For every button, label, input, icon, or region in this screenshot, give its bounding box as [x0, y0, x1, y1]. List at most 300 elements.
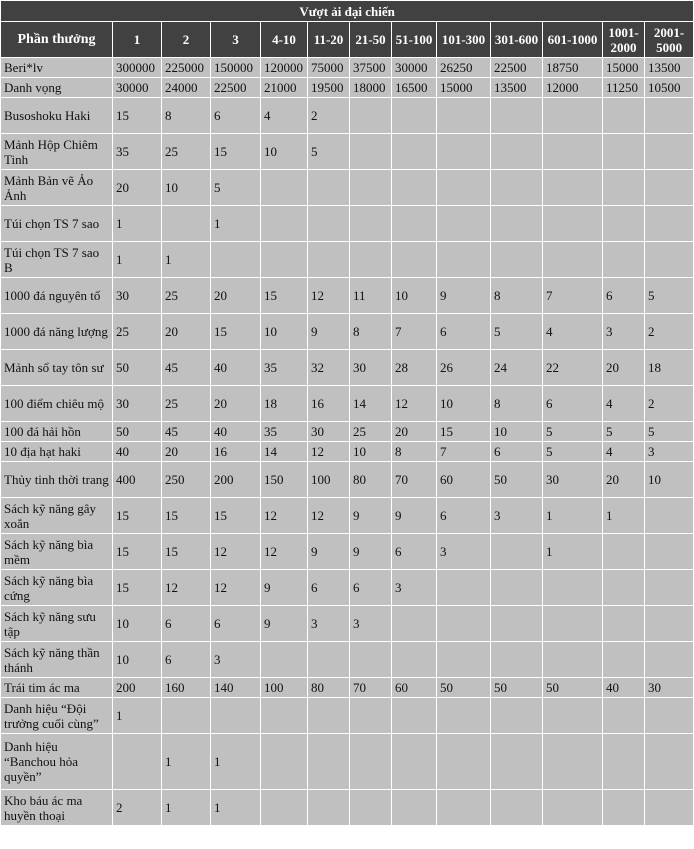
reward-amount-cell: 5	[308, 134, 350, 170]
reward-amount-cell	[308, 242, 350, 278]
reward-amount-cell	[350, 98, 392, 134]
reward-name-cell: Danh hiệu “Đội trưởng cuối cùng”	[1, 698, 113, 734]
reward-amount-cell	[261, 698, 308, 734]
reward-amount-cell: 50	[113, 422, 162, 442]
reward-amount-cell: 1	[603, 498, 645, 534]
reward-name-cell: Beri*lv	[1, 58, 113, 78]
reward-name-cell: Busoshoku Haki	[1, 98, 113, 134]
reward-amount-cell: 100	[261, 678, 308, 698]
reward-amount-cell: 3	[211, 642, 261, 678]
reward-amount-cell: 12	[308, 278, 350, 314]
reward-amount-cell: 8	[491, 386, 543, 422]
table-row	[1, 498, 694, 534]
reward-amount-cell: 1	[211, 206, 261, 242]
reward-amount-cell	[437, 98, 491, 134]
reward-amount-cell	[491, 570, 543, 606]
reward-amount-cell: 40	[211, 350, 261, 386]
reward-amount-cell	[491, 170, 543, 206]
table-row	[1, 98, 694, 134]
reward-amount-cell: 6	[350, 570, 392, 606]
reward-amount-cell: 11	[350, 278, 392, 314]
table-row	[1, 534, 694, 570]
reward-amount-cell: 1	[113, 698, 162, 734]
reward-amount-cell: 25	[162, 134, 211, 170]
reward-amount-cell: 22500	[211, 78, 261, 98]
reward-amount-cell	[308, 790, 350, 826]
reward-amount-cell: 3	[491, 498, 543, 534]
reward-amount-cell: 120000	[261, 58, 308, 78]
reward-amount-cell: 2	[645, 386, 694, 422]
reward-amount-cell: 10	[392, 278, 437, 314]
reward-amount-cell: 12	[261, 534, 308, 570]
reward-amount-cell	[392, 206, 437, 242]
reward-amount-cell	[491, 642, 543, 678]
reward-amount-cell: 30000	[392, 58, 437, 78]
table-row	[1, 170, 694, 206]
reward-amount-cell	[350, 206, 392, 242]
reward-amount-cell: 5	[603, 422, 645, 442]
reward-amount-cell: 15	[211, 314, 261, 350]
reward-amount-cell: 45	[162, 350, 211, 386]
reward-amount-cell: 100	[308, 462, 350, 498]
reward-amount-cell: 9	[350, 534, 392, 570]
reward-amount-cell	[603, 642, 645, 678]
table-title: Vượt ải đại chiến	[1, 1, 694, 22]
reward-amount-cell: 25	[113, 314, 162, 350]
reward-amount-cell	[162, 698, 211, 734]
reward-amount-cell: 6	[437, 498, 491, 534]
reward-amount-cell: 40	[603, 678, 645, 698]
reward-amount-cell	[392, 734, 437, 790]
reward-name-cell: 10 địa hạt haki	[1, 442, 113, 462]
reward-amount-cell	[437, 698, 491, 734]
reward-amount-cell: 1	[113, 242, 162, 278]
reward-amount-cell	[645, 570, 694, 606]
reward-amount-cell	[308, 734, 350, 790]
reward-amount-cell	[211, 698, 261, 734]
reward-amount-cell: 15	[162, 498, 211, 534]
reward-amount-cell	[392, 606, 437, 642]
reward-amount-cell	[350, 134, 392, 170]
reward-amount-cell	[491, 698, 543, 734]
reward-amount-cell	[543, 790, 603, 826]
reward-amount-cell: 1	[211, 734, 261, 790]
reward-amount-cell	[211, 242, 261, 278]
reward-amount-cell: 20	[603, 462, 645, 498]
reward-amount-cell: 5	[491, 314, 543, 350]
reward-amount-cell	[543, 134, 603, 170]
reward-amount-cell	[392, 242, 437, 278]
table-row	[1, 206, 694, 242]
reward-amount-cell	[437, 642, 491, 678]
reward-amount-cell: 1	[162, 790, 211, 826]
reward-amount-cell: 18750	[543, 58, 603, 78]
reward-amount-cell	[437, 134, 491, 170]
reward-amount-cell: 30	[113, 386, 162, 422]
reward-amount-cell: 6	[437, 314, 491, 350]
reward-name-cell: Sách kỹ năng bìa cứng	[1, 570, 113, 606]
column-header-rank: 11-20	[308, 22, 350, 58]
reward-amount-cell	[392, 98, 437, 134]
reward-amount-cell: 8	[491, 278, 543, 314]
reward-amount-cell: 30	[645, 678, 694, 698]
reward-amount-cell: 3	[645, 442, 694, 462]
reward-amount-cell: 15	[162, 534, 211, 570]
reward-amount-cell: 50	[491, 678, 543, 698]
reward-amount-cell	[308, 642, 350, 678]
reward-amount-cell: 12	[162, 570, 211, 606]
reward-amount-cell: 80	[308, 678, 350, 698]
reward-amount-cell: 10	[113, 606, 162, 642]
reward-name-cell: 1000 đá năng lượng	[1, 314, 113, 350]
reward-amount-cell: 15	[437, 422, 491, 442]
reward-name-cell: 100 điểm chiêu mộ	[1, 386, 113, 422]
reward-amount-cell: 7	[392, 314, 437, 350]
reward-amount-cell: 5	[211, 170, 261, 206]
reward-amount-cell	[491, 242, 543, 278]
reward-amount-cell	[645, 534, 694, 570]
reward-amount-cell: 12	[211, 534, 261, 570]
reward-amount-cell: 5	[543, 442, 603, 462]
reward-name-cell: Danh hiệu “Banchou hỏa quyền”	[1, 734, 113, 790]
table-row	[1, 242, 694, 278]
reward-amount-cell: 15	[261, 278, 308, 314]
reward-amount-cell: 35	[261, 422, 308, 442]
reward-amount-cell: 8	[392, 442, 437, 462]
reward-amount-cell	[491, 734, 543, 790]
column-header-rank: 2001-5000	[645, 22, 694, 58]
reward-amount-cell	[350, 734, 392, 790]
reward-amount-cell: 16	[211, 442, 261, 462]
table-row	[1, 350, 694, 386]
column-header-rank: 51-100	[392, 22, 437, 58]
reward-amount-cell: 6	[162, 606, 211, 642]
reward-amount-cell	[603, 698, 645, 734]
reward-amount-cell	[603, 570, 645, 606]
reward-amount-cell: 10	[491, 422, 543, 442]
reward-amount-cell: 9	[392, 498, 437, 534]
reward-amount-cell: 9	[261, 606, 308, 642]
reward-amount-cell: 4	[603, 442, 645, 462]
reward-amount-cell: 15000	[603, 58, 645, 78]
reward-amount-cell	[603, 98, 645, 134]
reward-amount-cell	[350, 242, 392, 278]
reward-amount-cell: 30	[308, 422, 350, 442]
reward-amount-cell	[543, 606, 603, 642]
table-row	[1, 570, 694, 606]
reward-amount-cell: 30000	[113, 78, 162, 98]
reward-amount-cell: 7	[543, 278, 603, 314]
reward-amount-cell: 22500	[491, 58, 543, 78]
reward-amount-cell	[113, 734, 162, 790]
reward-amount-cell: 9	[350, 498, 392, 534]
reward-amount-cell	[603, 206, 645, 242]
table-row	[1, 422, 694, 442]
reward-amount-cell	[491, 206, 543, 242]
reward-amount-cell: 10	[261, 134, 308, 170]
reward-amount-cell: 80	[350, 462, 392, 498]
reward-name-cell: Mảnh sổ tay tôn sư	[1, 350, 113, 386]
reward-amount-cell: 14	[350, 386, 392, 422]
reward-amount-cell	[261, 642, 308, 678]
reward-amount-cell: 5	[645, 278, 694, 314]
reward-amount-cell	[543, 570, 603, 606]
table-row	[1, 278, 694, 314]
reward-amount-cell	[437, 242, 491, 278]
reward-amount-cell: 10	[350, 442, 392, 462]
reward-name-cell: Mảnh Bản vẽ Ảo Ảnh	[1, 170, 113, 206]
reward-amount-cell	[491, 98, 543, 134]
table-row	[1, 462, 694, 498]
reward-amount-cell: 150000	[211, 58, 261, 78]
reward-amount-cell: 70	[350, 678, 392, 698]
reward-amount-cell: 26	[437, 350, 491, 386]
table-row	[1, 314, 694, 350]
reward-amount-cell	[261, 242, 308, 278]
reward-amount-cell	[350, 698, 392, 734]
reward-amount-cell: 400	[113, 462, 162, 498]
reward-amount-cell: 40	[113, 442, 162, 462]
reward-amount-cell	[603, 242, 645, 278]
table-row	[1, 58, 694, 78]
reward-amount-cell: 2	[113, 790, 162, 826]
reward-amount-cell: 50	[437, 678, 491, 698]
reward-name-cell: Sách kỹ năng sưu tập	[1, 606, 113, 642]
column-header-rank: 2	[162, 22, 211, 58]
reward-amount-cell: 200	[113, 678, 162, 698]
reward-amount-cell: 250	[162, 462, 211, 498]
reward-amount-cell: 6	[162, 642, 211, 678]
reward-amount-cell: 160	[162, 678, 211, 698]
reward-amount-cell: 3	[308, 606, 350, 642]
reward-amount-cell: 140	[211, 678, 261, 698]
reward-amount-cell: 4	[603, 386, 645, 422]
reward-name-cell: Sách kỹ năng bìa mềm	[1, 534, 113, 570]
reward-amount-cell	[645, 734, 694, 790]
reward-amount-cell: 3	[437, 534, 491, 570]
reward-amount-cell: 6	[392, 534, 437, 570]
reward-amount-cell: 21000	[261, 78, 308, 98]
reward-amount-cell: 50	[543, 678, 603, 698]
reward-amount-cell: 13500	[491, 78, 543, 98]
reward-amount-cell	[543, 642, 603, 678]
reward-amount-cell: 24	[491, 350, 543, 386]
reward-name-cell: Kho báu ác ma huyền thoại	[1, 790, 113, 826]
reward-amount-cell: 18	[645, 350, 694, 386]
reward-amount-cell	[308, 698, 350, 734]
reward-amount-cell: 9	[308, 314, 350, 350]
reward-amount-cell: 5	[645, 422, 694, 442]
reward-amount-cell: 2	[645, 314, 694, 350]
reward-amount-cell: 10	[162, 170, 211, 206]
reward-amount-cell	[437, 790, 491, 826]
reward-amount-cell: 24000	[162, 78, 211, 98]
reward-amount-cell: 20	[211, 278, 261, 314]
table-row	[1, 642, 694, 678]
table-row	[1, 606, 694, 642]
reward-amount-cell	[392, 170, 437, 206]
reward-amount-cell	[261, 790, 308, 826]
reward-amount-cell: 1	[162, 734, 211, 790]
reward-name-cell: Sách kỹ năng gây xoắn	[1, 498, 113, 534]
reward-amount-cell	[392, 698, 437, 734]
reward-amount-cell: 6	[603, 278, 645, 314]
reward-amount-cell: 6	[211, 98, 261, 134]
reward-amount-cell: 26250	[437, 58, 491, 78]
reward-amount-cell	[543, 98, 603, 134]
reward-amount-cell: 6	[308, 570, 350, 606]
table-row	[1, 78, 694, 98]
reward-amount-cell	[162, 206, 211, 242]
reward-amount-cell	[603, 134, 645, 170]
reward-amount-cell: 9	[437, 278, 491, 314]
reward-amount-cell: 9	[308, 534, 350, 570]
reward-amount-cell: 6	[543, 386, 603, 422]
column-header-rank: 301-600	[491, 22, 543, 58]
table-row	[1, 442, 694, 462]
reward-amount-cell: 12	[308, 498, 350, 534]
reward-amount-cell	[261, 734, 308, 790]
reward-amount-cell	[603, 606, 645, 642]
table-row	[1, 386, 694, 422]
reward-amount-cell: 15	[113, 570, 162, 606]
reward-amount-cell: 10500	[645, 78, 694, 98]
reward-amount-cell: 70	[392, 462, 437, 498]
reward-amount-cell: 15000	[437, 78, 491, 98]
reward-amount-cell: 1	[543, 498, 603, 534]
reward-amount-cell	[645, 498, 694, 534]
reward-amount-cell: 20	[603, 350, 645, 386]
column-header-rank: 1	[113, 22, 162, 58]
reward-amount-cell	[437, 206, 491, 242]
reward-amount-cell: 12000	[543, 78, 603, 98]
table-row	[1, 790, 694, 826]
reward-amount-cell: 37500	[350, 58, 392, 78]
reward-amount-cell	[392, 134, 437, 170]
reward-amount-cell: 225000	[162, 58, 211, 78]
reward-amount-cell: 35	[261, 350, 308, 386]
reward-name-cell: 100 đá hải hồn	[1, 422, 113, 442]
reward-name-cell: Trái tim ác ma	[1, 678, 113, 698]
reward-amount-cell: 11250	[603, 78, 645, 98]
reward-name-cell: Danh vọng	[1, 78, 113, 98]
reward-amount-cell: 4	[543, 314, 603, 350]
reward-amount-cell: 20	[392, 422, 437, 442]
reward-amount-cell	[645, 790, 694, 826]
table-row	[1, 734, 694, 790]
reward-amount-cell: 10	[645, 462, 694, 498]
reward-amount-cell	[350, 170, 392, 206]
reward-amount-cell	[437, 170, 491, 206]
reward-amount-cell: 15	[211, 498, 261, 534]
reward-amount-cell	[392, 642, 437, 678]
reward-amount-cell: 3	[392, 570, 437, 606]
reward-amount-cell: 3	[603, 314, 645, 350]
reward-amount-cell: 50	[113, 350, 162, 386]
reward-amount-cell: 30	[543, 462, 603, 498]
reward-amount-cell: 40	[211, 422, 261, 442]
reward-amount-cell: 35	[113, 134, 162, 170]
column-header-reward: Phần thưởng	[1, 22, 113, 58]
reward-amount-cell	[437, 734, 491, 790]
reward-amount-cell	[645, 698, 694, 734]
reward-amount-cell: 16500	[392, 78, 437, 98]
reward-amount-cell	[543, 734, 603, 790]
reward-amount-cell	[603, 534, 645, 570]
reward-amount-cell: 1	[113, 206, 162, 242]
reward-amount-cell: 28	[392, 350, 437, 386]
table-row	[1, 698, 694, 734]
reward-amount-cell	[350, 790, 392, 826]
reward-amount-cell: 18	[261, 386, 308, 422]
reward-amount-cell	[603, 790, 645, 826]
reward-amount-cell: 18000	[350, 78, 392, 98]
reward-amount-cell	[645, 642, 694, 678]
reward-amount-cell: 10	[261, 314, 308, 350]
reward-amount-cell: 75000	[308, 58, 350, 78]
reward-amount-cell	[645, 98, 694, 134]
reward-amount-cell: 4	[261, 98, 308, 134]
reward-amount-cell: 12	[308, 442, 350, 462]
reward-amount-cell	[437, 570, 491, 606]
reward-amount-cell	[603, 734, 645, 790]
reward-amount-cell: 14	[261, 442, 308, 462]
reward-amount-cell	[603, 170, 645, 206]
reward-amount-cell: 25	[162, 278, 211, 314]
reward-amount-cell: 8	[350, 314, 392, 350]
reward-amount-cell: 15	[113, 534, 162, 570]
reward-amount-cell	[491, 606, 543, 642]
reward-amount-cell: 6	[211, 606, 261, 642]
reward-amount-cell: 3	[350, 606, 392, 642]
reward-amount-cell	[491, 134, 543, 170]
column-header-rank: 21-50	[350, 22, 392, 58]
reward-name-cell: Thủy tinh thời trang	[1, 462, 113, 498]
reward-amount-cell	[308, 206, 350, 242]
reward-amount-cell: 2	[308, 98, 350, 134]
reward-amount-cell: 15	[113, 98, 162, 134]
reward-amount-cell	[543, 206, 603, 242]
reward-amount-cell: 10	[113, 642, 162, 678]
table-row	[1, 134, 694, 170]
reward-amount-cell: 200	[211, 462, 261, 498]
reward-amount-cell	[350, 642, 392, 678]
reward-amount-cell	[491, 790, 543, 826]
reward-amount-cell	[645, 170, 694, 206]
reward-amount-cell	[491, 534, 543, 570]
column-header-rank: 601-1000	[543, 22, 603, 58]
reward-amount-cell: 20	[211, 386, 261, 422]
reward-amount-cell: 45	[162, 422, 211, 442]
reward-amount-cell: 19500	[308, 78, 350, 98]
reward-amount-cell: 32	[308, 350, 350, 386]
reward-amount-cell: 30	[113, 278, 162, 314]
reward-amount-cell: 9	[261, 570, 308, 606]
reward-amount-cell	[645, 206, 694, 242]
reward-amount-cell: 20	[162, 314, 211, 350]
reward-amount-cell: 15	[211, 134, 261, 170]
reward-amount-cell: 10	[437, 386, 491, 422]
reward-amount-cell: 20	[162, 442, 211, 462]
reward-amount-cell: 25	[162, 386, 211, 422]
reward-amount-cell	[392, 790, 437, 826]
reward-amount-cell: 30	[350, 350, 392, 386]
reward-amount-cell: 5	[543, 422, 603, 442]
reward-amount-cell: 1	[211, 790, 261, 826]
column-header-rank: 101-300	[437, 22, 491, 58]
reward-amount-cell	[543, 242, 603, 278]
column-header-row	[1, 22, 694, 58]
